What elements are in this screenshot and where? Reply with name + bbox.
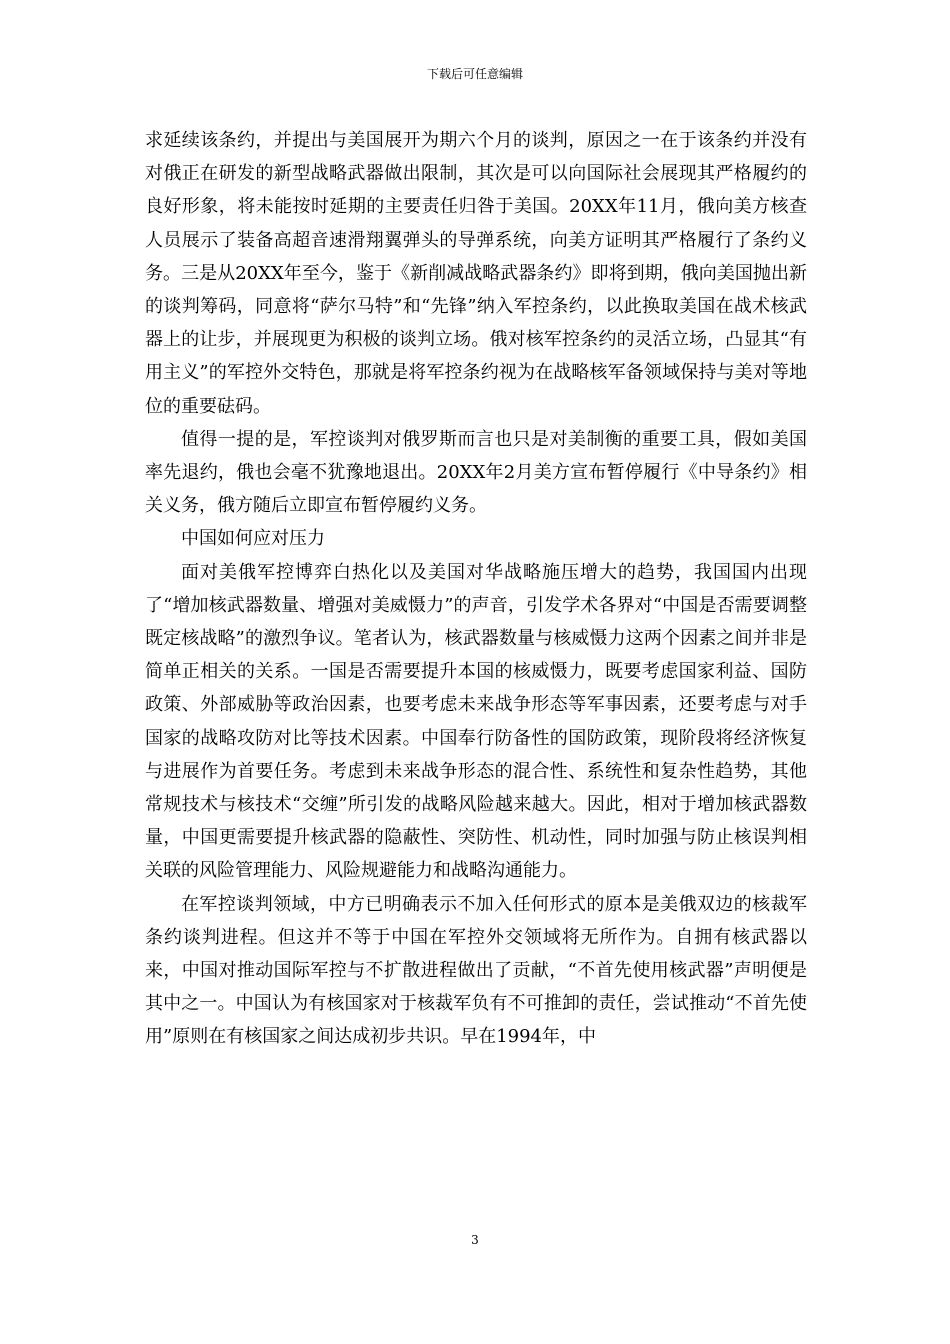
page-number: 3 [471, 1233, 479, 1247]
document-body [145, 124, 807, 1054]
paragraph-continuation: 求延续该条约，并提出与美国展开为期六个月的谈判，原因之一在于该条约并没有对俄正在研发的新型战略武器做出限制，其次是可以向国际社会展现其严格履约的良好形象，将未能按时延期的主要责任归咎于美国。20XX年11月，俄向美方核查人员展示了装备高超音速滑翔翼弹头的导弹系统，向美方证明其严格履行了条约义务。三是从20XX年至今，鉴于《新削减战略武器条约》即将到期，俄向美国抛出新的谈判筹码，同意将“萨尔马特”和“先锋”纳入军控条约，以此换取美国在战术核武器上的让步，并展现更为积极的谈判立场。俄对核军控条约的灵活立场，凸显其“有用主义”的军控外交特色，那就是将军控条约视为在战略核军备领域保持与美对等地位的重要砝码。 [145, 130, 807, 417]
page-header: 下载后可任意编辑 [426, 67, 523, 81]
section-heading: 中国如何应对压力 [181, 528, 325, 550]
paragraph: 值得一提的是，军控谈判对俄罗斯而言也只是对美制衡的重要工具，假如美国率先退约，俄也会毫不犹豫地退出。20XX年2月美方宣布暂停履行《中导条约》相关义务，俄方随后立即宣布暂停履约义务。 [145, 428, 807, 517]
paragraph: 面对美俄军控博弈白热化以及美国对华战略施压增大的趋势，我国国内出现了“增加核武器数量、增强对美威慑力”的声音，引发学术各界对“中国是否需要调整既定核战略”的激烈争议。笔者认为，核武器数量与核威慑力这两个因素之间并非是简单正相关的关系。一国是否需要提升本国的核威慑力，既要考虑国家利益、国防政策、外部威胁等政治因素，也要考虑未来战争形态等军事因素，还要考虑与对手国家的战略攻防对比等技术因素。中国奉行防备性的国防政策，现阶段将经济恢复与进展作为首要任务。考虑到未来战争形态的混合性、系统性和复杂性趋势，其他常规技术与核技术“交缠”所引发的战略风险越来越大。因此，相对于增加核武器数量，中国更需要提升核武器的隐蔽性、突防性、机动性，同时加强与防止核误判相关联的风险管理能力、风险规避能力和战略沟通能力。 [145, 561, 807, 882]
paragraph: 在军控谈判领域，中方已明确表示不加入任何形式的原本是美俄双边的核裁军条约谈判进程。但这并不等于中国在军控外交领域将无所作为。自拥有核武器以来，中国对推动国际军控与不扩散进程做出了贡献，“不首先使用核武器”声明便是其中之一。中国认为有核国家对于核裁军负有不可推卸的责任，尝试推动“不首先使用”原则在有核国家之间达成初步共识。早在1994年，中 [145, 893, 807, 1048]
